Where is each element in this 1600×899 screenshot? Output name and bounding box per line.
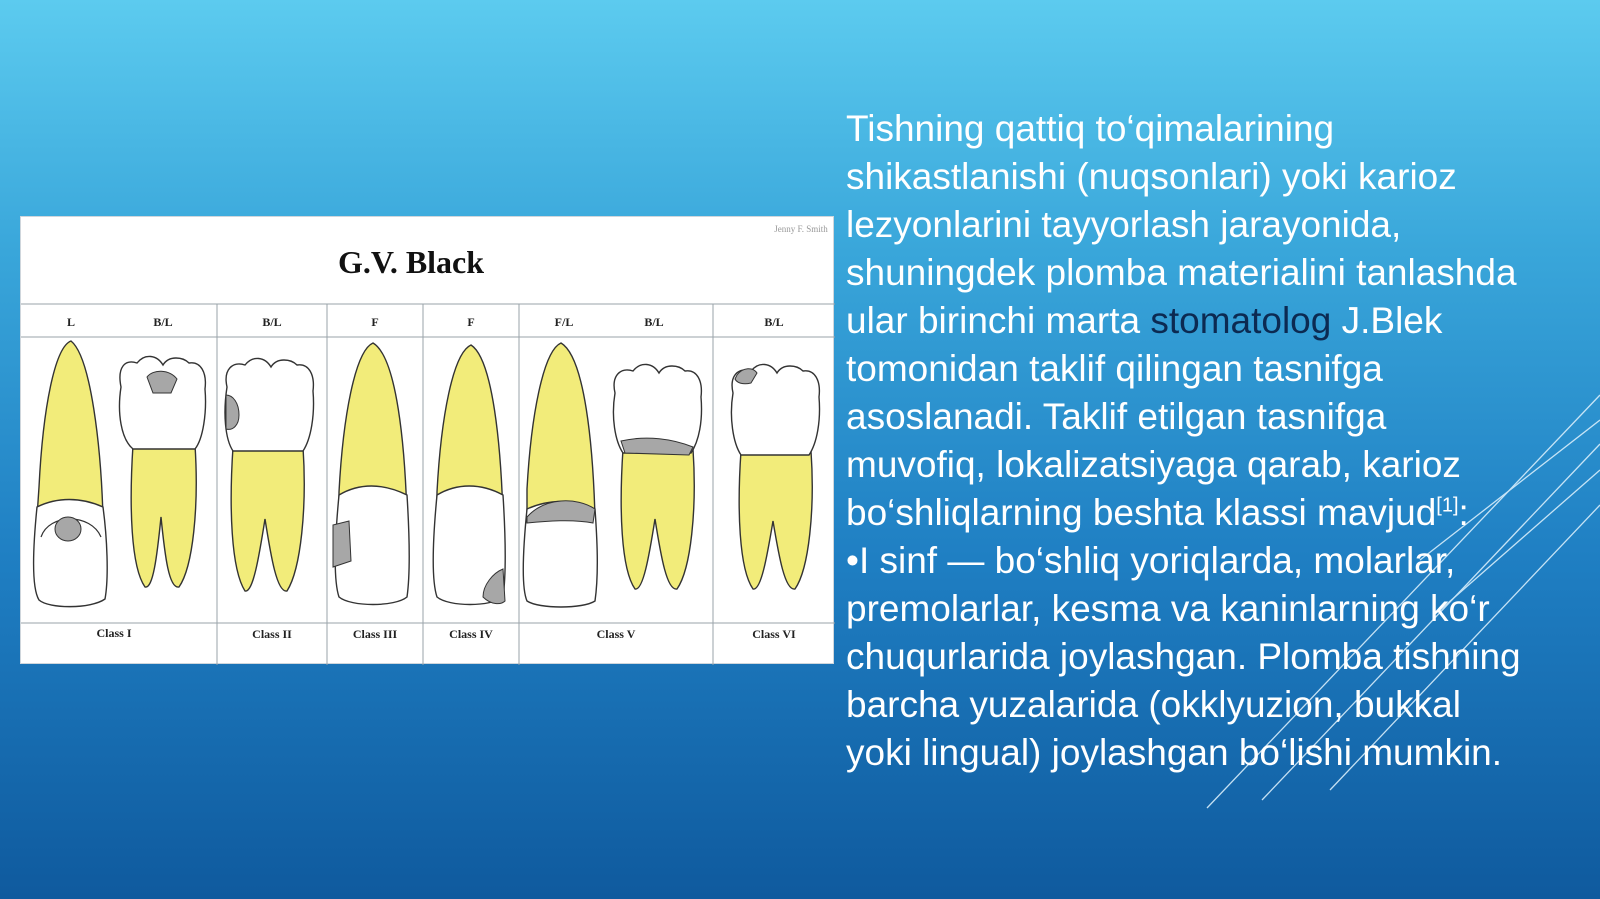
figure-drawing xyxy=(21,217,835,665)
class1-label: Class I xyxy=(96,626,132,640)
col3-label: F xyxy=(371,315,379,329)
text-line-9-pre: bo‘shliqlarning beshta klassi mavjud xyxy=(846,492,1437,533)
text-line-6: tomonidan taklif qilingan tasnifga xyxy=(846,348,1383,389)
tooth-class5-molar xyxy=(613,364,701,589)
text-line-13: barcha yuzalarida (okklyuzion, bukkal xyxy=(846,684,1461,725)
text-line-5 xyxy=(846,297,1586,345)
col4-label: F xyxy=(467,315,475,329)
col1-label-a: L xyxy=(66,315,76,329)
text-line-8: muvofiq, lokalizatsiyaga qarab, karioz xyxy=(846,444,1461,485)
col5-label-b: B/L xyxy=(644,315,664,329)
body-paragraph xyxy=(846,105,1586,777)
text-line-9 xyxy=(846,489,1586,537)
tooth-class4-incisor xyxy=(433,345,505,605)
text-line-5-pre: ular birinchi marta xyxy=(846,300,1151,341)
text-line-3: lezyonlarini tayyorlash jarayonida, xyxy=(846,204,1402,245)
tooth-class3-incisor xyxy=(333,343,409,605)
tooth-class5-incisor xyxy=(523,343,597,607)
text-line-14: yoki lingual) joylashgan bo‘lishi mumkin. xyxy=(846,732,1503,773)
tooth-class1-incisor xyxy=(34,341,108,607)
figure-credit: Jenny F. Smith xyxy=(774,224,828,234)
tooth-class6-molar xyxy=(731,364,819,589)
class2-label: Class II xyxy=(252,627,292,641)
class5-label: Class V xyxy=(596,627,636,641)
figure-title: G.V. Black xyxy=(337,244,485,280)
gv-black-classification-figure xyxy=(20,216,834,664)
text-line-5-post: J.Blek xyxy=(1331,300,1443,341)
text-line-10: •I sinf — bo‘shliq yoriqlarda, molarlar, xyxy=(846,540,1456,581)
text-line-9-post: : xyxy=(1458,492,1469,533)
text-line-12: chuqurlarida joylashgan. Plomba tishning xyxy=(846,636,1521,677)
text-line-4: shuningdek plomba materialini tanlashda xyxy=(846,252,1517,293)
text-line-7: asoslanadi. Taklif etilgan tasnifga xyxy=(846,396,1387,437)
class6-label: Class VI xyxy=(752,627,796,641)
text-line-11: premolarlar, kesma va kaninlarning ko‘r xyxy=(846,588,1490,629)
col6-label: B/L xyxy=(764,315,784,329)
text-line-2: shikastlanishi (nuqsonlari) yoki karioz xyxy=(846,156,1457,197)
col2-label: B/L xyxy=(262,315,282,329)
col1-label-b: B/L xyxy=(153,315,173,329)
class4-label: Class IV xyxy=(449,627,493,641)
tooth-class1-molar xyxy=(120,356,206,587)
class3-label: Class III xyxy=(352,627,398,641)
col5-label-a: F/L xyxy=(554,315,574,329)
footnote-link[interactable]: [1] xyxy=(1436,494,1459,517)
text-line-1: Tishning qattiq to‘qimalarining xyxy=(846,108,1335,149)
stomatolog-link[interactable]: stomatolog xyxy=(1150,300,1332,341)
tooth-class2-molar xyxy=(225,358,314,591)
